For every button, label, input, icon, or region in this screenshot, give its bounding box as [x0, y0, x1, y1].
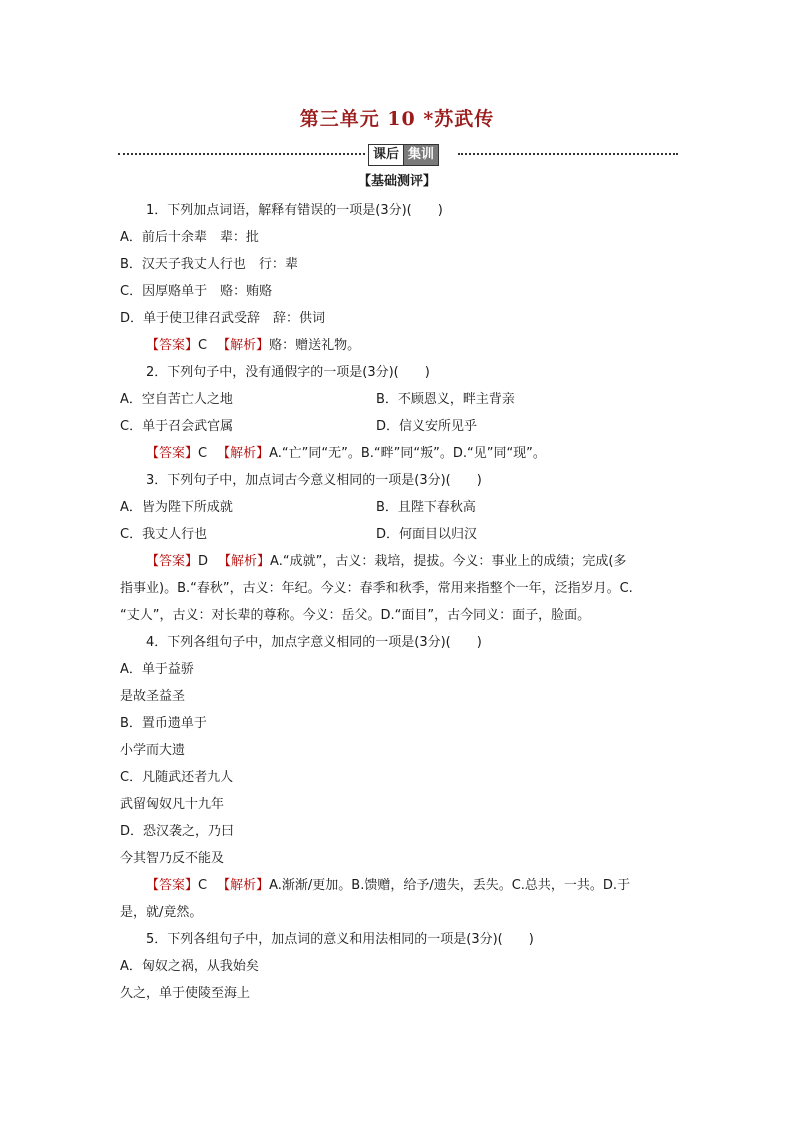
dotted-rule-left — [118, 153, 365, 155]
q4-stem: 4．下列各组句子中，加点字意义相同的一项是(3分)( ) — [146, 635, 482, 650]
q3-option-c: C．我丈人行也 — [120, 527, 208, 542]
q5-option-a: A．匈奴之祸，从我始矣 — [120, 959, 259, 974]
q2-option-d: D．信义安所见乎 — [376, 419, 478, 434]
q2-answer: C — [198, 446, 208, 461]
q2-options-row-1 — [120, 386, 680, 413]
q1-option-c: C．因厚赂单于 赂：贿赂 — [120, 284, 273, 299]
q4-analysis-line-2: 是，就/竟然。 — [120, 905, 203, 920]
q3-analysis-line-1: A.“成就”，古义：栽培，提拔。今义：事业上的成绩；完成(多 — [270, 554, 627, 569]
section-divider — [118, 144, 678, 164]
q3-options-row-1 — [120, 494, 680, 521]
q1-answer-line — [120, 332, 680, 359]
q4-answer-line — [120, 872, 680, 899]
section-heading: 【基础测评】 — [357, 174, 436, 189]
section-badge — [368, 144, 439, 166]
q1-answer: C — [198, 338, 208, 353]
q3-option-b: B．且陛下春秋高 — [376, 500, 476, 515]
question-list — [120, 197, 680, 1007]
q1-option-d: D．单于使卫律召武受辞 辞：供词 — [120, 311, 326, 326]
analysis-tag: 【解析】 — [217, 338, 270, 353]
answer-tag: 【答案】 — [146, 878, 199, 893]
q4-option-b-pair: 小学而大遗 — [120, 743, 186, 758]
q3-answer: D — [198, 554, 209, 569]
q2-stem: 2．下列句子中，没有通假字的一项是(3分)( ) — [146, 365, 430, 380]
q4-option-b: B．置币遗单于 — [120, 716, 207, 731]
answer-tag: 【答案】 — [146, 446, 199, 461]
q3-answer-line — [120, 548, 680, 575]
badge-label-right: 集训 — [404, 145, 438, 165]
q4-option-d: D．恐汉袭之，乃曰 — [120, 824, 235, 839]
q5-option-a-pair: 久之，单于使陵至海上 — [120, 986, 251, 1001]
q2-option-b: B．不顾恩义，畔主背亲 — [376, 392, 515, 407]
q3-option-d: D．何面目以归汉 — [376, 527, 478, 542]
q5-stem: 5．下列各组句子中，加点词的意义和用法相同的一项是(3分)( ) — [146, 932, 534, 947]
q4-option-c-pair: 武留匈奴凡十九年 — [120, 797, 225, 812]
q2-options-row-2 — [120, 413, 680, 440]
q4-option-c: C．凡随武还者九人 — [120, 770, 234, 785]
page-title: 第三单元 10 *苏武传 — [299, 108, 495, 130]
answer-tag: 【答案】 — [146, 554, 199, 569]
q1-option-a: A．前后十余辈 辈：批 — [120, 230, 259, 245]
dotted-rule-right — [458, 153, 678, 155]
q2-answer-line — [120, 440, 680, 467]
analysis-tag: 【解析】 — [218, 554, 271, 569]
q2-option-a: A．空自苦亡人之地 — [120, 392, 233, 407]
q4-analysis-line-1: A.渐渐/更加。B.馈赠，给予/遗失，丢失。C.总共，一共。D.于 — [269, 878, 631, 893]
q4-answer: C — [198, 878, 208, 893]
badge-label-left: 课后 — [369, 145, 404, 165]
q4-option-d-pair: 今其智乃反不能及 — [120, 851, 225, 866]
q1-stem: 1．下列加点词语，解释有错误的一项是(3分)( ) — [146, 203, 443, 218]
q3-stem: 3．下列句子中，加点词古今意义相同的一项是(3分)( ) — [146, 473, 482, 488]
q4-option-a-pair: 是故圣益圣 — [120, 689, 186, 704]
q1-option-b: B．汉天子我丈人行也 行：辈 — [120, 257, 298, 272]
q1-analysis: 赂：赠送礼物。 — [269, 338, 361, 353]
q2-analysis: A.“亡”同“无”。B.“畔”同“叛”。D.“见”同“现”。 — [269, 446, 546, 461]
q3-analysis-line-3: “丈人”，古义：对长辈的尊称。今义：岳父。D.“面目”，古今同义：面子，脸面。 — [120, 608, 591, 623]
analysis-tag: 【解析】 — [217, 878, 270, 893]
q3-option-a: A．皆为陛下所成就 — [120, 500, 233, 515]
analysis-tag: 【解析】 — [217, 446, 270, 461]
q4-option-a: A．单于益骄 — [120, 662, 194, 677]
answer-tag: 【答案】 — [146, 338, 199, 353]
q3-options-row-2 — [120, 521, 680, 548]
q2-option-c: C．单于召会武官属 — [120, 419, 234, 434]
q3-analysis-line-2: 指事业)。B.“春秋”，古义：年纪。今义：春季和秋季，常用来指整个一年，泛指岁月。C. — [120, 581, 633, 596]
